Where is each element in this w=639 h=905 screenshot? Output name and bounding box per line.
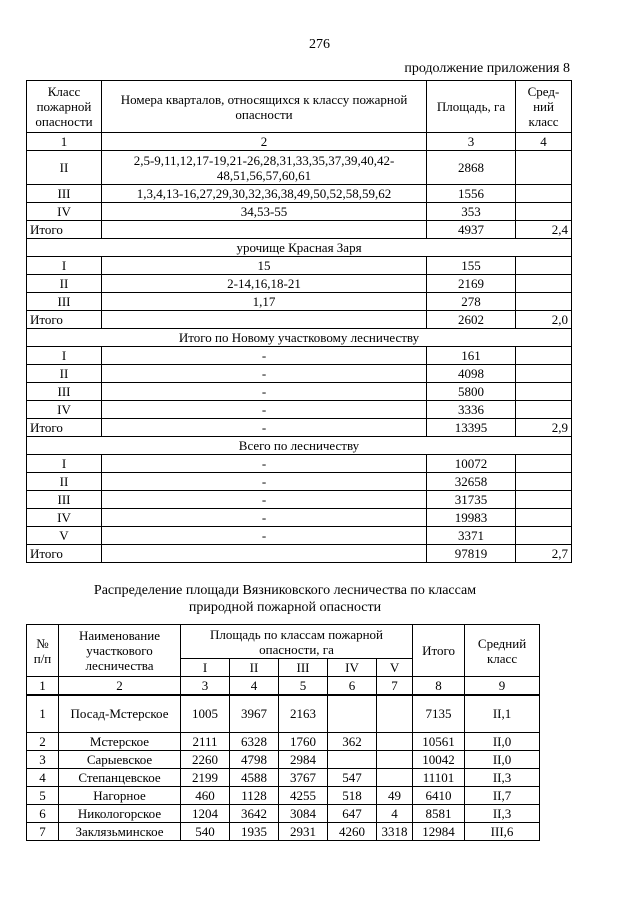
header-number: 5 <box>279 677 328 695</box>
area-cell: 1556 <box>427 185 516 203</box>
avg-class-cell: 2,9 <box>516 419 572 437</box>
total-cell: 10561 <box>413 733 465 751</box>
forestry-name-cell: Степанцевское <box>59 769 181 787</box>
header-number: 9 <box>465 677 540 695</box>
table-number-row <box>27 133 572 151</box>
table-row <box>27 203 572 221</box>
avg-class-cell: II,0 <box>465 733 540 751</box>
area-class-4-cell <box>328 751 377 769</box>
area-class-4-cell: 547 <box>328 769 377 787</box>
area-class-1-cell: 1005 <box>181 695 230 733</box>
fire-class-cell: III <box>27 185 102 203</box>
section-title: Всего по лесничеству <box>27 437 572 455</box>
area-class-3-cell: 2984 <box>279 751 328 769</box>
total-cell: 6410 <box>413 787 465 805</box>
total-cell: 7135 <box>413 695 465 733</box>
quarters-cell: - <box>102 419 427 437</box>
table-row <box>27 805 540 823</box>
avg-class-cell <box>516 151 572 185</box>
quarters-cell <box>102 545 427 563</box>
area-class-1-cell: 2260 <box>181 751 230 769</box>
section-title: Итого по Новому участковому лесничеству <box>27 329 572 347</box>
avg-class-cell <box>516 203 572 221</box>
table-row <box>27 419 572 437</box>
fire-class-cell: Итого <box>27 311 102 329</box>
area-cell: 31735 <box>427 491 516 509</box>
quarters-cell: - <box>102 491 427 509</box>
area-class-1-cell: 2199 <box>181 769 230 787</box>
quarters-cell: - <box>102 527 427 545</box>
fire-class-cell: I <box>27 257 102 275</box>
area-class-1-cell: 460 <box>181 787 230 805</box>
table-row <box>27 151 572 185</box>
header-number: 1 <box>27 133 102 151</box>
area-cell: 13395 <box>427 419 516 437</box>
quarters-cell: - <box>102 509 427 527</box>
quarters-cell: - <box>102 383 427 401</box>
area-class-3-cell: 2163 <box>279 695 328 733</box>
header-num: № п/п <box>27 625 59 677</box>
area-class-4-cell: 647 <box>328 805 377 823</box>
caption-line-1: Распределение площади Вязниковского лесничества по классам <box>93 583 477 598</box>
table-row <box>27 221 572 239</box>
fire-class-table <box>26 80 572 563</box>
header-quarters: Номера кварталов, относящихся к классу пожарной опасности <box>102 81 427 133</box>
fire-class-cell: I <box>27 347 102 365</box>
avg-class-cell <box>516 509 572 527</box>
header-class-2: II <box>230 659 279 677</box>
area-class-3-cell: 3084 <box>279 805 328 823</box>
header-number: 4 <box>516 133 572 151</box>
area-cell: 19983 <box>427 509 516 527</box>
quarters-cell: - <box>102 401 427 419</box>
avg-class-cell: 2,0 <box>516 311 572 329</box>
table-header-row <box>27 625 540 659</box>
table-header-row <box>27 81 572 133</box>
header-number: 2 <box>102 133 427 151</box>
area-class-4-cell: 518 <box>328 787 377 805</box>
section-row <box>27 329 572 347</box>
area-class-5-cell <box>377 733 413 751</box>
header-total: Итого <box>413 625 465 677</box>
avg-class-cell <box>516 293 572 311</box>
area-class-2-cell: 1128 <box>230 787 279 805</box>
fire-class-cell: III <box>27 383 102 401</box>
table-row <box>27 347 572 365</box>
avg-class-cell <box>516 401 572 419</box>
area-cell: 2602 <box>427 311 516 329</box>
area-cell: 97819 <box>427 545 516 563</box>
forestry-name-cell: Заклязьминское <box>59 823 181 841</box>
fire-class-cell: Итого <box>27 221 102 239</box>
avg-class-cell: 2,7 <box>516 545 572 563</box>
area-class-4-cell: 362 <box>328 733 377 751</box>
area-cell: 2169 <box>427 275 516 293</box>
header-class: Класс пожарной опасности <box>27 81 102 133</box>
header-name: Наименование участкового лесничества <box>59 625 181 677</box>
area-class-5-cell: 4 <box>377 805 413 823</box>
forestry-area-table-body <box>27 625 540 841</box>
avg-class-cell <box>516 365 572 383</box>
avg-class-cell: II,3 <box>465 805 540 823</box>
fire-class-cell: III <box>27 491 102 509</box>
header-area: Площадь по классам пожарной опасности, га <box>181 625 413 659</box>
avg-class-cell <box>516 257 572 275</box>
table-row <box>27 509 572 527</box>
table-number-row <box>27 677 540 695</box>
area-class-3-cell: 4255 <box>279 787 328 805</box>
area-class-5-cell <box>377 769 413 787</box>
header-number: 6 <box>328 677 377 695</box>
fire-class-cell: Итого <box>27 545 102 563</box>
quarters-cell: 2-14,16,18-21 <box>102 275 427 293</box>
header-number: 8 <box>413 677 465 695</box>
avg-class-cell: 2,4 <box>516 221 572 239</box>
table-row <box>27 473 572 491</box>
total-cell: 8581 <box>413 805 465 823</box>
header-class-4: IV <box>328 659 377 677</box>
row-number-cell: 6 <box>27 805 59 823</box>
section-row <box>27 437 572 455</box>
area-class-3-cell: 3767 <box>279 769 328 787</box>
table-row <box>27 733 540 751</box>
row-number-cell: 4 <box>27 769 59 787</box>
forestry-name-cell: Никологорское <box>59 805 181 823</box>
table-caption <box>0 582 570 616</box>
table-row <box>27 401 572 419</box>
table-row <box>27 751 540 769</box>
area-class-1-cell: 540 <box>181 823 230 841</box>
area-class-2-cell: 3642 <box>230 805 279 823</box>
row-number-cell: 3 <box>27 751 59 769</box>
header-number: 1 <box>27 677 59 695</box>
avg-class-cell: III,6 <box>465 823 540 841</box>
area-class-1-cell: 2111 <box>181 733 230 751</box>
quarters-cell: 1,3,4,13-16,27,29,30,32,36,38,49,50,52,58,59,62 <box>102 185 427 203</box>
forestry-name-cell: Сарыевское <box>59 751 181 769</box>
avg-class-cell: II,3 <box>465 769 540 787</box>
fire-class-table-body <box>27 81 572 563</box>
fire-class-cell: IV <box>27 203 102 221</box>
header-area: Площадь, га <box>427 81 516 133</box>
header-avg-class: Средний класс <box>465 625 540 677</box>
area-cell: 32658 <box>427 473 516 491</box>
avg-class-cell <box>516 347 572 365</box>
avg-class-cell <box>516 185 572 203</box>
table-row <box>27 787 540 805</box>
fire-class-cell: II <box>27 365 102 383</box>
fire-class-cell: Итого <box>27 419 102 437</box>
caption-line-2: природной пожарной опасности <box>188 600 382 615</box>
area-class-2-cell: 1935 <box>230 823 279 841</box>
area-cell: 3371 <box>427 527 516 545</box>
table-row <box>27 275 572 293</box>
header-number: 2 <box>59 677 181 695</box>
total-cell: 12984 <box>413 823 465 841</box>
table-row <box>27 257 572 275</box>
area-class-2-cell: 6328 <box>230 733 279 751</box>
header-class-5: V <box>377 659 413 677</box>
quarters-cell: 1,17 <box>102 293 427 311</box>
area-class-2-cell: 4588 <box>230 769 279 787</box>
area-class-5-cell: 3318 <box>377 823 413 841</box>
area-cell: 2868 <box>427 151 516 185</box>
table-row <box>27 311 572 329</box>
area-cell: 10072 <box>427 455 516 473</box>
row-number-cell: 2 <box>27 733 59 751</box>
quarters-cell: - <box>102 455 427 473</box>
header-number: 7 <box>377 677 413 695</box>
fire-class-cell: I <box>27 455 102 473</box>
quarters-cell: - <box>102 347 427 365</box>
area-class-1-cell: 1204 <box>181 805 230 823</box>
header-number: 4 <box>230 677 279 695</box>
area-cell: 353 <box>427 203 516 221</box>
section-row <box>27 239 572 257</box>
area-cell: 155 <box>427 257 516 275</box>
avg-class-cell <box>516 527 572 545</box>
continuation-note: продолжение приложения 8 <box>404 61 570 76</box>
fire-class-cell: IV <box>27 401 102 419</box>
header-class-1: I <box>181 659 230 677</box>
table-row <box>27 293 572 311</box>
forestry-name-cell: Нагорное <box>59 787 181 805</box>
total-cell: 10042 <box>413 751 465 769</box>
avg-class-cell <box>516 383 572 401</box>
forestry-name-cell: Мстерское <box>59 733 181 751</box>
forestry-area-table <box>26 624 540 841</box>
area-class-3-cell: 1760 <box>279 733 328 751</box>
quarters-cell <box>102 221 427 239</box>
table-row <box>27 769 540 787</box>
table-row <box>27 455 572 473</box>
row-number-cell: 1 <box>27 695 59 733</box>
header-number: 3 <box>427 133 516 151</box>
header-avg-class: Сред-ний класс <box>516 81 572 133</box>
table-row <box>27 365 572 383</box>
avg-class-cell: II,0 <box>465 751 540 769</box>
quarters-cell: 2,5-9,11,12,17-19,21-26,28,31,33,35,37,39,40,42-48,51,56,57,60,61 <box>102 151 427 185</box>
avg-class-cell: II,1 <box>465 695 540 733</box>
table-row <box>27 695 540 733</box>
table-row <box>27 823 540 841</box>
quarters-cell <box>102 311 427 329</box>
fire-class-cell: IV <box>27 509 102 527</box>
area-cell: 278 <box>427 293 516 311</box>
area-class-4-cell <box>328 695 377 733</box>
area-class-5-cell: 49 <box>377 787 413 805</box>
table-row <box>27 491 572 509</box>
table-row <box>27 185 572 203</box>
avg-class-cell <box>516 491 572 509</box>
avg-class-cell: II,7 <box>465 787 540 805</box>
fire-class-cell: III <box>27 293 102 311</box>
area-class-3-cell: 2931 <box>279 823 328 841</box>
table-row <box>27 383 572 401</box>
forestry-name-cell: Посад-Мстерское <box>59 695 181 733</box>
avg-class-cell <box>516 473 572 491</box>
row-number-cell: 7 <box>27 823 59 841</box>
page-number: 276 <box>309 37 330 52</box>
area-class-5-cell <box>377 751 413 769</box>
header-class-3: III <box>279 659 328 677</box>
fire-class-cell: II <box>27 275 102 293</box>
avg-class-cell <box>516 275 572 293</box>
table-row <box>27 527 572 545</box>
table-row <box>27 545 572 563</box>
header-number: 3 <box>181 677 230 695</box>
area-class-5-cell <box>377 695 413 733</box>
area-cell: 4937 <box>427 221 516 239</box>
quarters-cell: - <box>102 365 427 383</box>
area-class-4-cell: 4260 <box>328 823 377 841</box>
avg-class-cell <box>516 455 572 473</box>
quarters-cell: 34,53-55 <box>102 203 427 221</box>
area-class-2-cell: 3967 <box>230 695 279 733</box>
area-class-2-cell: 4798 <box>230 751 279 769</box>
quarters-cell: 15 <box>102 257 427 275</box>
fire-class-cell: V <box>27 527 102 545</box>
total-cell: 11101 <box>413 769 465 787</box>
area-cell: 3336 <box>427 401 516 419</box>
fire-class-cell: II <box>27 151 102 185</box>
fire-class-cell: II <box>27 473 102 491</box>
area-cell: 161 <box>427 347 516 365</box>
row-number-cell: 5 <box>27 787 59 805</box>
area-cell: 4098 <box>427 365 516 383</box>
quarters-cell: - <box>102 473 427 491</box>
section-title: урочище Красная Заря <box>27 239 572 257</box>
area-cell: 5800 <box>427 383 516 401</box>
